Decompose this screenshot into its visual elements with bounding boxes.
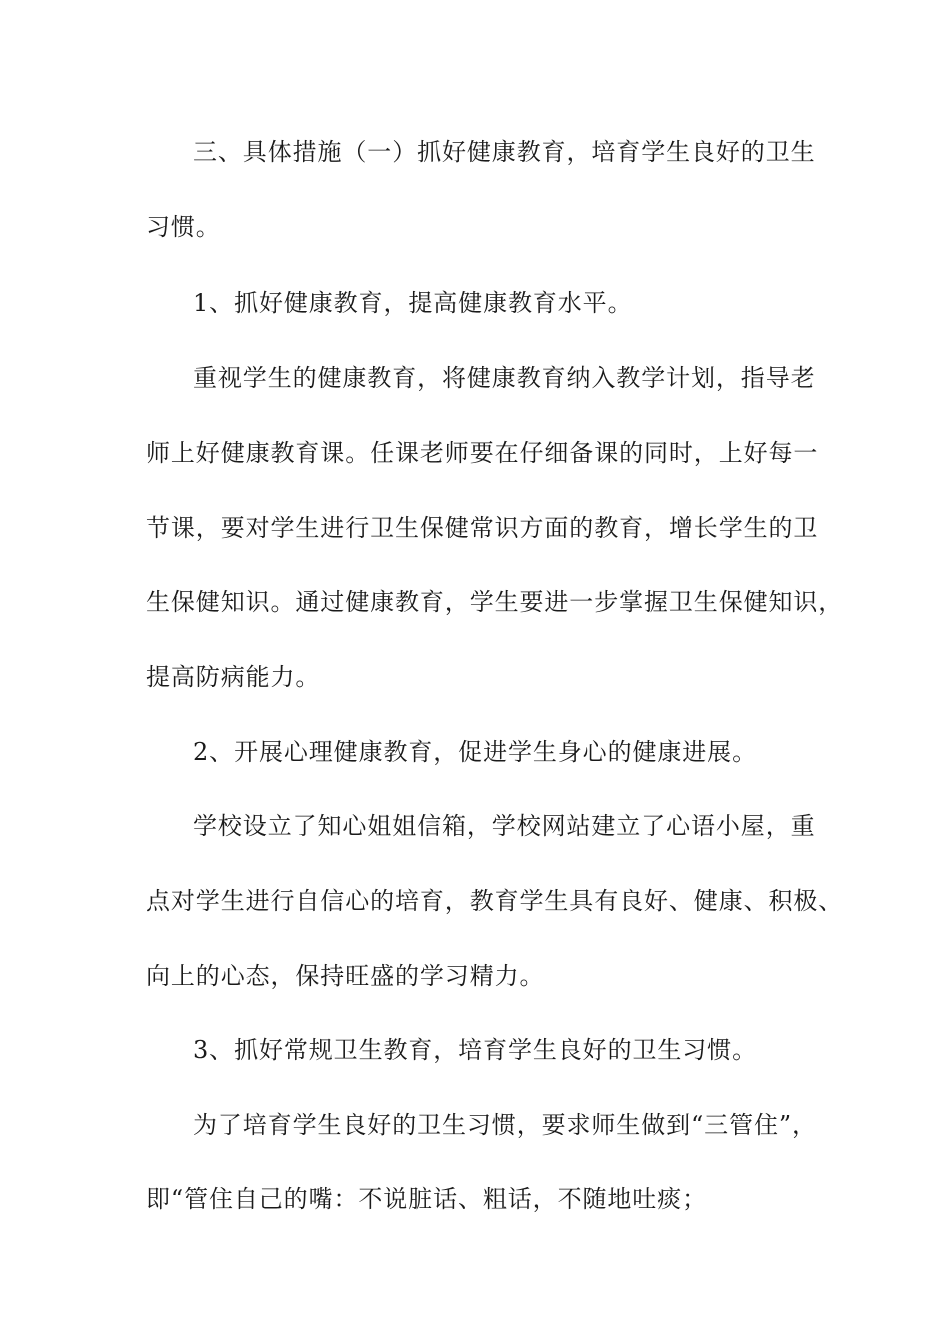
text-line: 习惯。 — [146, 213, 221, 241]
text-line: 生保健知识。通过健康教育，学生要进一步掌握卫生保健知识， — [146, 588, 844, 616]
text-line: 点对学生进行自信心的培育，教育学生具有良好、健康、积极、 — [146, 887, 844, 915]
text-line: 三、具体措施（一）抓好健康教育，培育学生良好的卫生 — [193, 138, 816, 166]
text-line: 1、抓好健康教育，提高健康教育水平。 — [193, 289, 633, 317]
text-line: 3、抓好常规卫生教育，培育学生良好的卫生习惯。 — [193, 1036, 757, 1064]
text-line: 即“管住自己的嘴：不说脏话、粗话，不随地吐痰； — [146, 1185, 707, 1213]
text-line: 向上的心态，保持旺盛的学习精力。 — [146, 962, 545, 990]
text-line: 节课，要对学生进行卫生保健常识方面的教育，增长学生的卫 — [146, 514, 819, 542]
text-line: 重视学生的健康教育，将健康教育纳入教学计划，指导老 — [193, 364, 816, 392]
text-line: 2、开展心理健康教育，促进学生身心的健康进展。 — [193, 738, 757, 766]
text-line: 提高防病能力。 — [146, 663, 321, 691]
text-line: 学校设立了知心姐姐信箱，学校网站建立了心语小屋，重 — [193, 812, 816, 840]
text-line: 为了培育学生良好的卫生习惯，要求师生做到“三管住”， — [193, 1111, 817, 1139]
text-line: 师上好健康教育课。任课老师要在仔细备课的同时，上好每一 — [146, 439, 819, 467]
